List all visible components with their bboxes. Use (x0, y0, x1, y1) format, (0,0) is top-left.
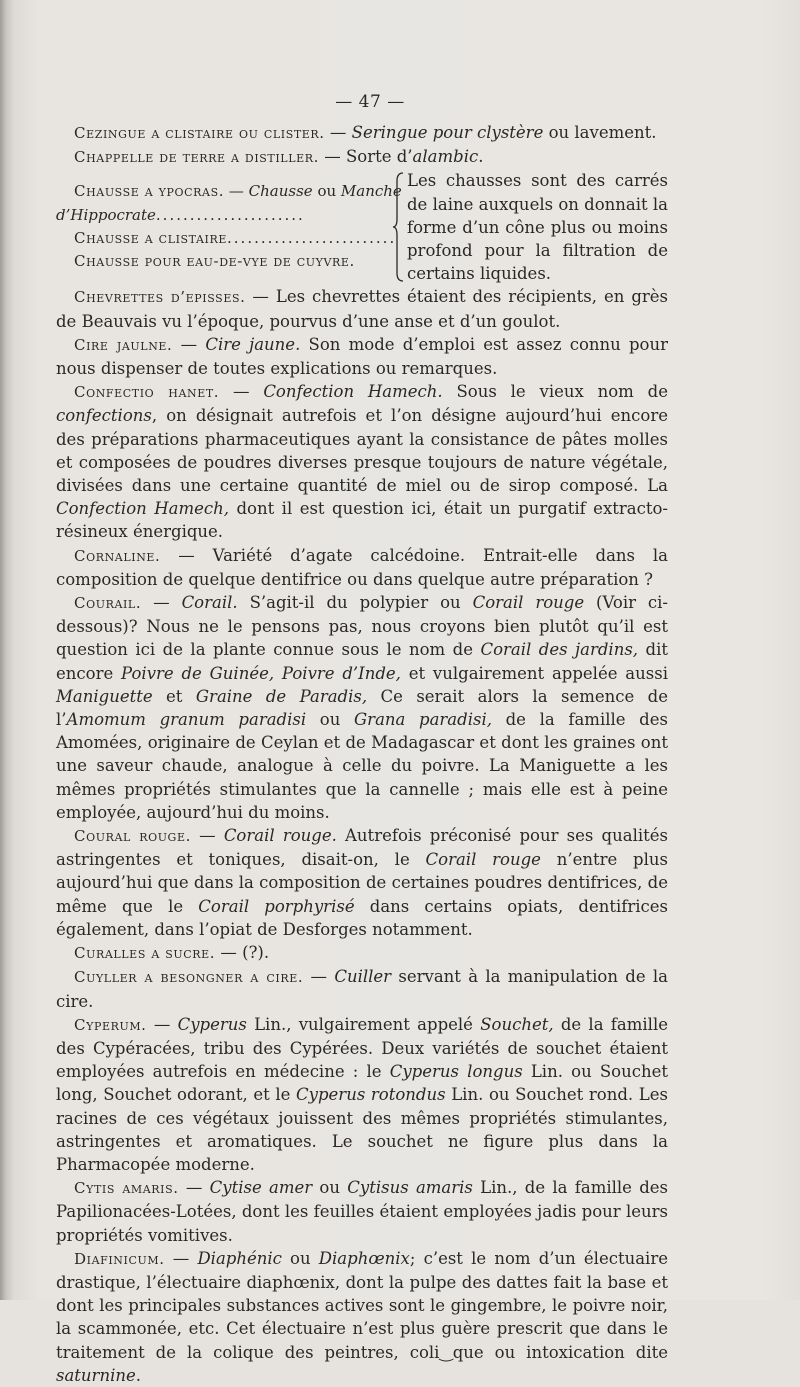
entry-cezingue: Cezingue a clistaire ou clister. — Seringue pour clystère ou lavement. (74, 123, 657, 142)
chausse-group (56, 169, 668, 285)
chausse-list (56, 169, 402, 285)
text: Autrefois préconisé pour ses qualités astringentes et toniques, disait-on, le (56, 826, 668, 870)
list-item (56, 204, 391, 227)
definition: Manche (340, 182, 402, 201)
text: Lin., de la famille des Papilionacées-Lotées, dont les feuilles étaient employées jadis pour leurs propriétés vomitives. (56, 1178, 669, 1245)
entry-confectio (56, 380, 668, 543)
text: — (190, 826, 224, 846)
text: ou (281, 1248, 319, 1268)
entry-cire (56, 333, 668, 380)
definition: d’Hippocrate (56, 205, 156, 224)
italic-text: Cytisus amaris (347, 1178, 473, 1198)
text: Ce serait alors la semence de l’ (56, 686, 668, 730)
leader-dots: ...................... (155, 205, 305, 224)
text: — Sorte d’ (318, 147, 413, 167)
entry-cuyller (56, 965, 668, 1012)
lemma: Cornaline. (74, 546, 161, 565)
lemma: Coural rouge. (74, 827, 191, 846)
text: de la famille des Amomées, originaire de Ceylan et de Madagascar et dont les graines ont une saveur chaude, analogue à celle du poivre. La Maniguette a les mêmes propriétés stimulantes que la cannelle ; mais elle est à peine employée, aujourd’hui du moins. (56, 710, 668, 822)
chausse-explanation: Les chausses sont des carrés de laine auxquels on donnait la forme d’un cône plus ou moins profond pour la filtration de certains liquides. (407, 171, 668, 284)
entry-coural (56, 824, 668, 941)
lemma: Chappelle de terre a distiller. (74, 148, 319, 167)
italic-text: Corail rouge (425, 850, 541, 870)
definition: Confection Hamech. (263, 382, 443, 402)
definition: Cuiller (334, 967, 392, 987)
list-item (56, 227, 397, 250)
entry-curalles (56, 941, 668, 965)
entry-cyperum (56, 1013, 668, 1176)
text: — Les chevrettes étaient des récipients, en grès de Beauvais vu l’époque, pourvus d’une anse et d’un goulot. (56, 287, 668, 331)
text: ou lavement. (543, 123, 657, 142)
curly-brace-icon (391, 169, 407, 285)
text: — (219, 382, 264, 402)
italic-text: Amomum granum paradisi (66, 710, 307, 730)
entry-chappelle (56, 145, 668, 169)
text: Lin. ou Souchet rond. Les racines de ces végétaux jouissent des mêmes propriétés stimulantes, astringentes et aromatiques. Le souchet ne figure plus dans la Pharmacopée moderne. (56, 1085, 668, 1174)
italic-text: Corail rouge (472, 593, 585, 613)
lemma: Cuyller a besongner a cire. (74, 968, 304, 987)
text: — (164, 1248, 198, 1268)
lemma: Cezingue a clistaire ou clister. (74, 124, 325, 142)
entry-cornaline (56, 544, 668, 591)
entry-chevrettes (56, 285, 668, 332)
text: de la famille des Cypéracées, tribu des Cypérées. Deux variétés de souchet étaient employées autrefois en médecine : le (56, 1014, 668, 1082)
definition: Cytise amer (209, 1178, 313, 1198)
text: n’entre plus aujourd’hui que dans la composition de certaines poudres dentifrices, de même que le (56, 850, 668, 916)
text: ou (312, 182, 341, 201)
lemma: Curalles a sucre. (74, 944, 216, 963)
list-item (56, 180, 402, 203)
definition: Corail. (181, 593, 238, 613)
text: ou (312, 1178, 348, 1198)
italic-text: Corail des jardins, (480, 640, 639, 660)
text: — (141, 593, 182, 613)
lemma: Cire jaulne. (74, 335, 173, 354)
text: ou (306, 710, 354, 730)
definition: Corail rouge. (223, 826, 337, 846)
list-item (56, 250, 391, 273)
text: et (152, 686, 196, 706)
entry-cytis (56, 1176, 668, 1247)
definition: alambic (412, 147, 479, 167)
entry-courail (56, 591, 668, 824)
lemma: Cyperum. (74, 1015, 147, 1034)
italic-text: Confection Hamech, (56, 499, 229, 519)
lemma: Confectio hanet. (74, 383, 220, 402)
text: , on désignait autrefois et l’on désigne aujourd’hui encore des préparations pharmaceutiques ayant la consistance de pâtes molles et composées de poudres diverses presque toujours de nature végétale, divisées dans une certaine quantité de miel ou de sirop composé. La (56, 406, 668, 496)
text-body (56, 121, 668, 1387)
lemma: Chevrettes d’episses. (74, 288, 246, 307)
italic-text: confections (56, 406, 152, 426)
definition: Cire jaune. (205, 334, 301, 354)
lemma: Chausse a ypocras. (74, 182, 225, 201)
entry-diafinicum (56, 1247, 668, 1387)
text: servant à la manipulation de la cire. (56, 967, 669, 1011)
text: (Voir ci-dessous)? Nous ne le pensons pas, nous croyons bien plutôt qu’il est question ici de la plante connue sous le nom de (56, 593, 668, 660)
italic-text: Cyperus rotondus (296, 1085, 446, 1105)
lemma: Courail. (74, 594, 142, 613)
text: . (478, 147, 484, 167)
lemma: Diafinicum. (74, 1249, 165, 1268)
text: — (178, 1178, 210, 1198)
italic-text: Diaphœnix (318, 1248, 410, 1268)
italic-text: Poivre de Guinée, Poivre d’Inde, (121, 663, 401, 683)
text: Lin. ou Souchet long, Souchet odorant, et le (56, 1062, 668, 1105)
definition: Diaphénic (197, 1248, 282, 1268)
text: — Variété d’agate calcédoine. Entrait-elle dans la composition de quelque dentifrice ou dans quelque autre préparation ? (56, 545, 668, 589)
definition: Seringue pour clystère (351, 123, 544, 142)
text: — (146, 1014, 178, 1034)
text: Lin., vulgairement appelé (246, 1014, 481, 1034)
italic-text: Graine de Paradis, (195, 686, 368, 706)
text: — (224, 182, 249, 201)
text: — (?). (215, 943, 270, 963)
text: . (135, 1365, 141, 1385)
text: S’agit-il du polypier ou (237, 593, 473, 613)
text: dont il est question ici, était un purgatif extracto-résineux énergique. (56, 499, 668, 542)
page-number: — 47 — (335, 92, 405, 112)
italic-text: Grana paradisi, (354, 710, 492, 730)
lemma: Chausse pour eau-de-vye de cuyvre. (74, 251, 355, 270)
text: et vulgairement appelée aussi (400, 663, 668, 683)
text: dit encore (56, 640, 669, 683)
text: Son mode d’emploi est assez connu pour nous dispenser de toutes explications ou remarques. (56, 334, 668, 379)
definition: Chausse (248, 182, 313, 201)
leader-dots: ......................... (227, 228, 397, 247)
italic-text: Souchet, (480, 1014, 554, 1034)
italic-text: Maniguette (56, 686, 153, 706)
italic-text: Cyperus longus (389, 1062, 523, 1082)
italic-text: saturnine (56, 1365, 136, 1385)
lemma: Cytis amaris. (74, 1179, 179, 1198)
definition: Cyperus (177, 1014, 247, 1034)
text: Sous le vieux nom de (442, 382, 668, 402)
text: ; c’est le nom d’un électuaire drastique, l’électuaire diaphœnix, dont la pulpe des dattes fait la base et dont les principales substances actives sont le gingembre, le poivre noir, la scammonée, etc. Cet électuaire n’est plus guère prescrit que dans le traitement de la colique des peintres, coli‿que ou intoxication dite (56, 1248, 668, 1362)
text: — (172, 334, 206, 354)
lemma: Chausse a clistaire (74, 228, 228, 247)
italic-text: Corail porphyrisé (198, 896, 355, 916)
text: dans certains opiats, dentifrices également, dans l’opiat de Desforges notamment. (56, 896, 669, 939)
text: — (303, 967, 335, 987)
